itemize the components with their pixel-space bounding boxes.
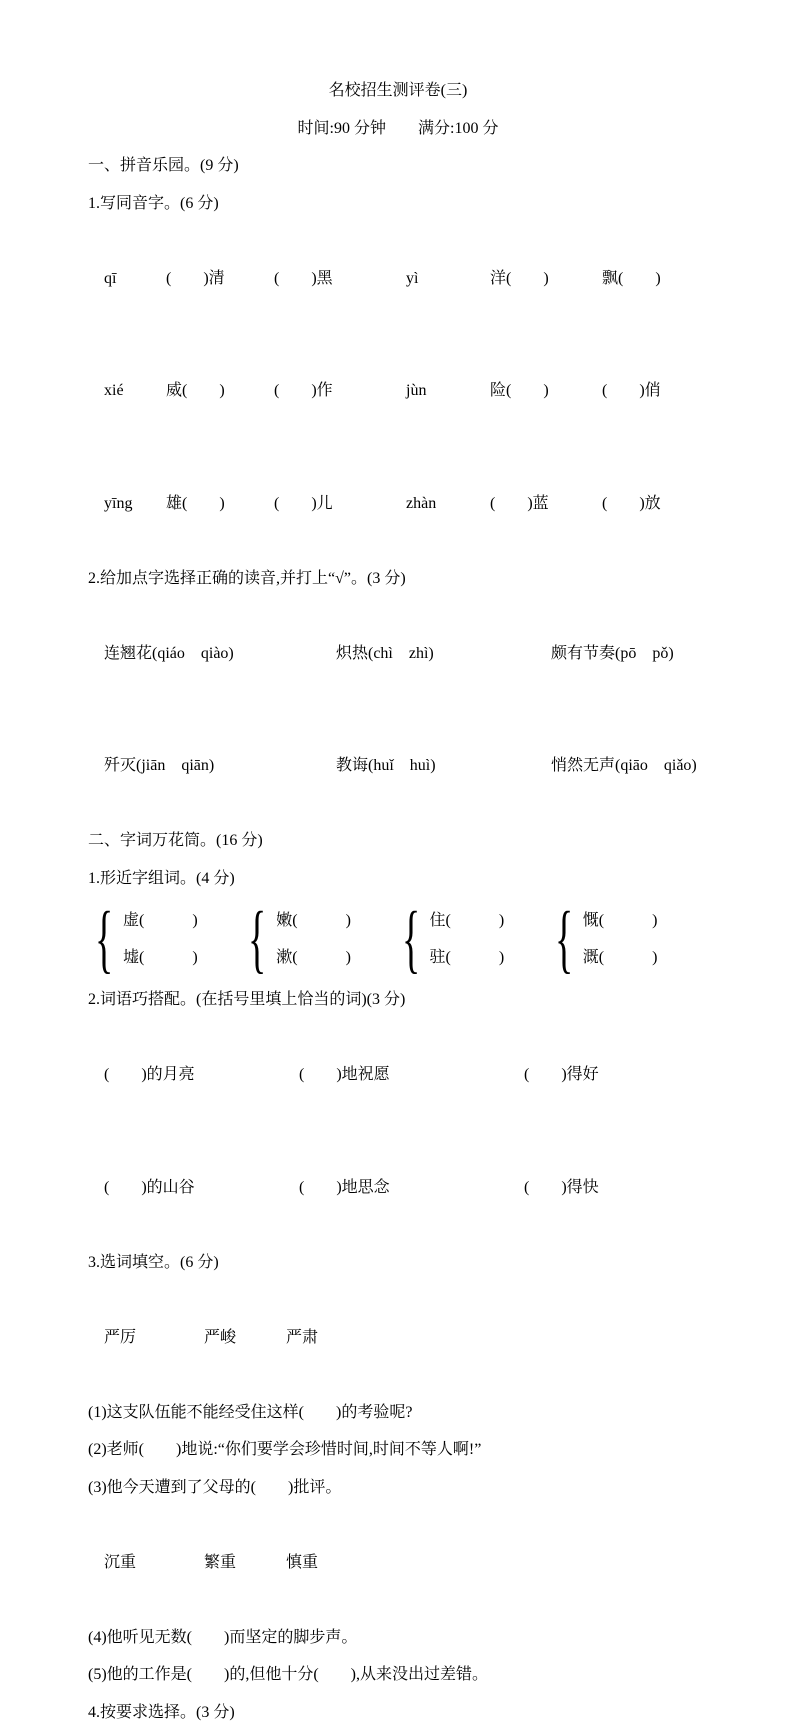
word-choice: 严厉: [104, 1319, 204, 1357]
word-choice: 慎重: [286, 1544, 318, 1582]
s2-q3-label: 3.选词填空。(6 分): [88, 1244, 708, 1282]
near-form-word: 慨( ): [583, 902, 658, 939]
word-choice: 严峻: [204, 1319, 286, 1357]
near-form-word: 嫩( ): [276, 902, 351, 939]
pronunciation-item: 颇有节奏(pō pǒ): [551, 635, 674, 673]
pronunciation-row: [88, 710, 708, 823]
pinyin-syllable: yīng: [104, 485, 166, 523]
homophone-row: [88, 335, 708, 448]
section-1-heading: 一、拼音乐园。(9 分): [88, 147, 708, 185]
collocation-row: [88, 1131, 708, 1244]
fill-item: (4)他听见无数( )而坚定的脚步声。: [88, 1619, 708, 1657]
homophone-blank: ( )放: [602, 485, 661, 523]
pronunciation-item: 歼灭(jiān qiān): [104, 747, 336, 785]
s1-q2-label: 2.给加点字选择正确的读音,并打上“√”。(3 分): [88, 560, 708, 598]
collocation-blank: ( )地祝愿: [299, 1056, 524, 1094]
near-form-word: 墟( ): [123, 939, 198, 976]
word-choice: 繁重: [204, 1544, 286, 1582]
near-form-word: 虚( ): [123, 902, 198, 939]
word-choice: 沉重: [104, 1544, 204, 1582]
fill-item: (3)他今天遭到了父母的( )批评。: [88, 1469, 708, 1507]
fill-item: (2)老师( )地说:“你们要学会珍惜时间,时间不等人啊!”: [88, 1431, 708, 1469]
pinyin-syllable: jùn: [406, 372, 490, 410]
near-form-group: [248, 897, 401, 981]
collocation-blank: ( )得快: [524, 1169, 599, 1207]
page-title: 名校招生测评卷(三): [88, 72, 708, 110]
homophone-blank: 雄( ): [166, 485, 274, 523]
near-form-group: [555, 897, 708, 981]
brace-icon: {: [95, 901, 109, 977]
fill-item: (1)这支队伍能不能经受住这样( )的考验呢?: [88, 1394, 708, 1432]
homophone-blank: ( )俏: [602, 372, 661, 410]
pronunciation-item: 连翘花(qiáo qiào): [104, 635, 336, 673]
near-form-group: [402, 897, 555, 981]
near-form-word: 溉( ): [583, 939, 658, 976]
homophone-blank: 险( ): [490, 372, 602, 410]
homophone-blank: ( )清: [166, 260, 274, 298]
s2-q2-label: 2.词语巧搭配。(在括号里填上恰当的词)(3 分): [88, 981, 708, 1019]
pronunciation-item: 悄然无声(qiāo qiǎo): [551, 747, 697, 785]
near-form-word: 漱( ): [276, 939, 351, 976]
pinyin-syllable: yì: [406, 260, 490, 298]
collocation-blank: ( )的山谷: [104, 1169, 299, 1207]
near-form-word: 住( ): [430, 902, 505, 939]
pinyin-syllable: qī: [104, 260, 166, 298]
pronunciation-item: 炽热(chì zhì): [336, 635, 551, 673]
homophone-blank: 威( ): [166, 372, 274, 410]
pronunciation-item: 教诲(huǐ huì): [336, 747, 551, 785]
near-form-word: 驻( ): [430, 939, 505, 976]
homophone-row: [88, 447, 708, 560]
s1-q1-label: 1.写同音字。(6 分): [88, 185, 708, 223]
near-form-groups: [95, 897, 708, 981]
fill-item: (5)他的工作是( )的,但他十分( ),从来没出过差错。: [88, 1656, 708, 1694]
collocation-row: [88, 1019, 708, 1132]
brace-icon: {: [402, 901, 416, 977]
word-choice-row: [88, 1506, 708, 1619]
collocation-blank: ( )地思念: [299, 1169, 524, 1207]
page-subtitle: 时间:90 分钟 满分:100 分: [88, 110, 708, 148]
word-choice-row: [88, 1281, 708, 1394]
collocation-blank: ( )得好: [524, 1056, 599, 1094]
section-2-heading: 二、字词万花筒。(16 分): [88, 822, 708, 860]
s2-q4-label: 4.按要求选择。(3 分): [88, 1694, 708, 1731]
near-form-group: [95, 897, 248, 981]
word-choice: 严肃: [286, 1319, 318, 1357]
homophone-blank: ( )作: [274, 372, 406, 410]
brace-icon: {: [248, 901, 262, 977]
homophone-row: [88, 222, 708, 335]
homophone-blank: ( )黑: [274, 260, 406, 298]
collocation-blank: ( )的月亮: [104, 1056, 299, 1094]
homophone-blank: ( )蓝: [490, 485, 602, 523]
pinyin-syllable: zhàn: [406, 485, 490, 523]
homophone-blank: ( )儿: [274, 485, 406, 523]
pronunciation-row: [88, 597, 708, 710]
pinyin-syllable: xié: [104, 372, 166, 410]
homophone-blank: 洋( ): [490, 260, 602, 298]
brace-icon: {: [555, 901, 569, 977]
homophone-blank: 飘( ): [602, 260, 661, 298]
s2-q1-label: 1.形近字组词。(4 分): [88, 860, 708, 898]
